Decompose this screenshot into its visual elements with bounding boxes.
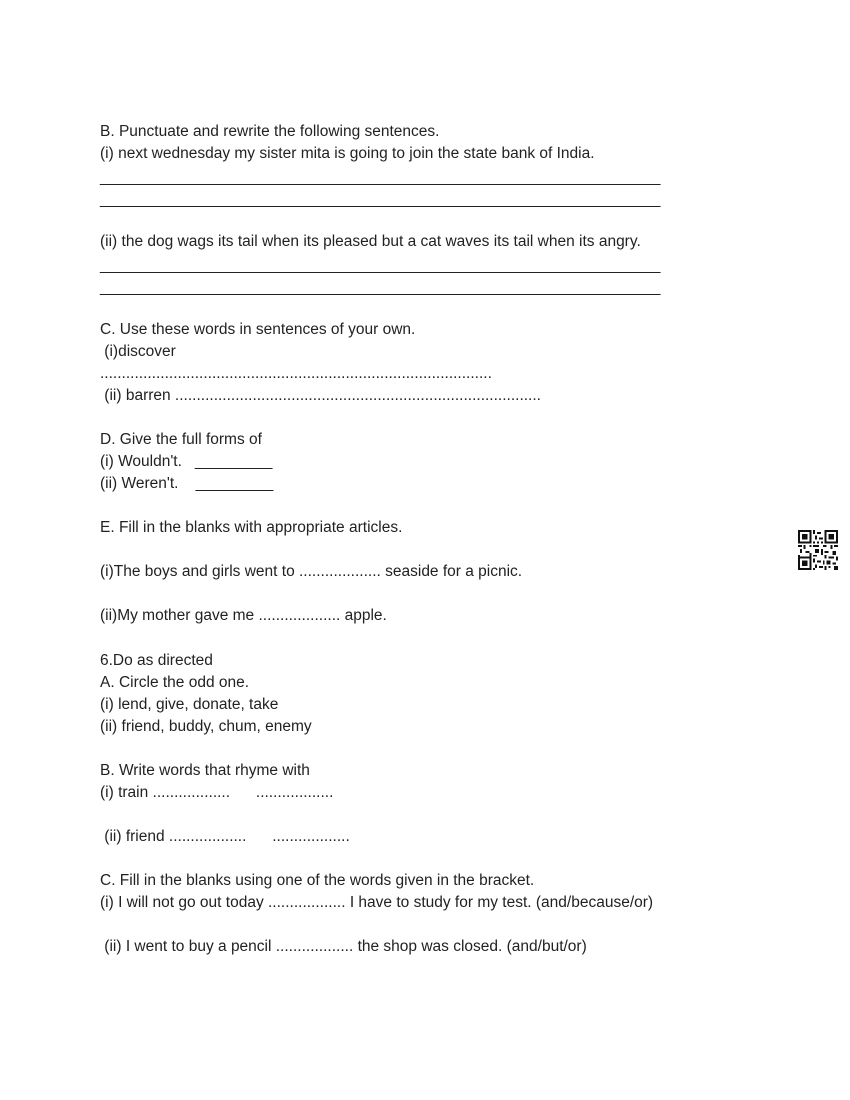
section-e-item-2: (ii)My mother gave me ................... apple. (100, 607, 387, 624)
section-b-heading: B. Punctuate and rewrite the following sentences. (100, 123, 440, 140)
answer-line: _________________________________________________________________ (100, 279, 661, 296)
answer-line: _________________________________________________________________ (100, 169, 661, 186)
answer-line: _________________________________________________________________ (100, 257, 661, 274)
section-b-item-2: (ii) the dog wags its tail when its pleased but a cat waves its tail when its angry. (100, 233, 641, 250)
q6-b-heading: B. Write words that rhyme with (100, 762, 310, 779)
section-c-item-2: (ii) barren ..................................................................................... (100, 387, 541, 404)
section-c-item-1: (i)discover (100, 343, 176, 360)
answer-line: _________________________________________________________________ (100, 191, 661, 208)
section-e-heading: E. Fill in the blanks with appropriate articles. (100, 519, 403, 536)
section-d-heading: D. Give the full forms of (100, 431, 262, 448)
q6-c-item-1: (i) I will not go out today .................. I have to study for my test. (and/because/or) (100, 894, 654, 911)
section-e-item-1: (i)The boys and girls went to ................... seaside for a picnic. (100, 563, 523, 580)
q6-c-item-2: (ii) I went to buy a pencil .................. the shop was closed. (and/but/or) (100, 938, 587, 955)
section-c-heading: C. Use these words in sentences of your own. (100, 321, 416, 338)
q6-c-heading: C. Fill in the blanks using one of the words given in the bracket. (100, 872, 535, 889)
q6-b-item-2: (ii) friend .................. .................. (100, 828, 350, 845)
section-b-item-1: (i) next wednesday my sister mita is going to join the state bank of India. (100, 145, 595, 162)
q6-b-item-1: (i) train .................. .................. (100, 784, 334, 801)
section-d-item-1: (i) Wouldn't. _________ (100, 453, 273, 470)
question-6-heading: 6.Do as directed (100, 652, 213, 669)
qr-code-icon[interactable] (798, 530, 838, 570)
q6-a-heading: A. Circle the odd one. (100, 674, 250, 691)
section-d-item-2: (ii) Weren't. _________ (100, 475, 274, 492)
q6-a-item-2: (ii) friend, buddy, chum, enemy (100, 718, 312, 735)
dotted-answer-line: ........................................................................................... (100, 365, 492, 382)
q6-a-item-1: (i) lend, give, donate, take (100, 696, 279, 713)
